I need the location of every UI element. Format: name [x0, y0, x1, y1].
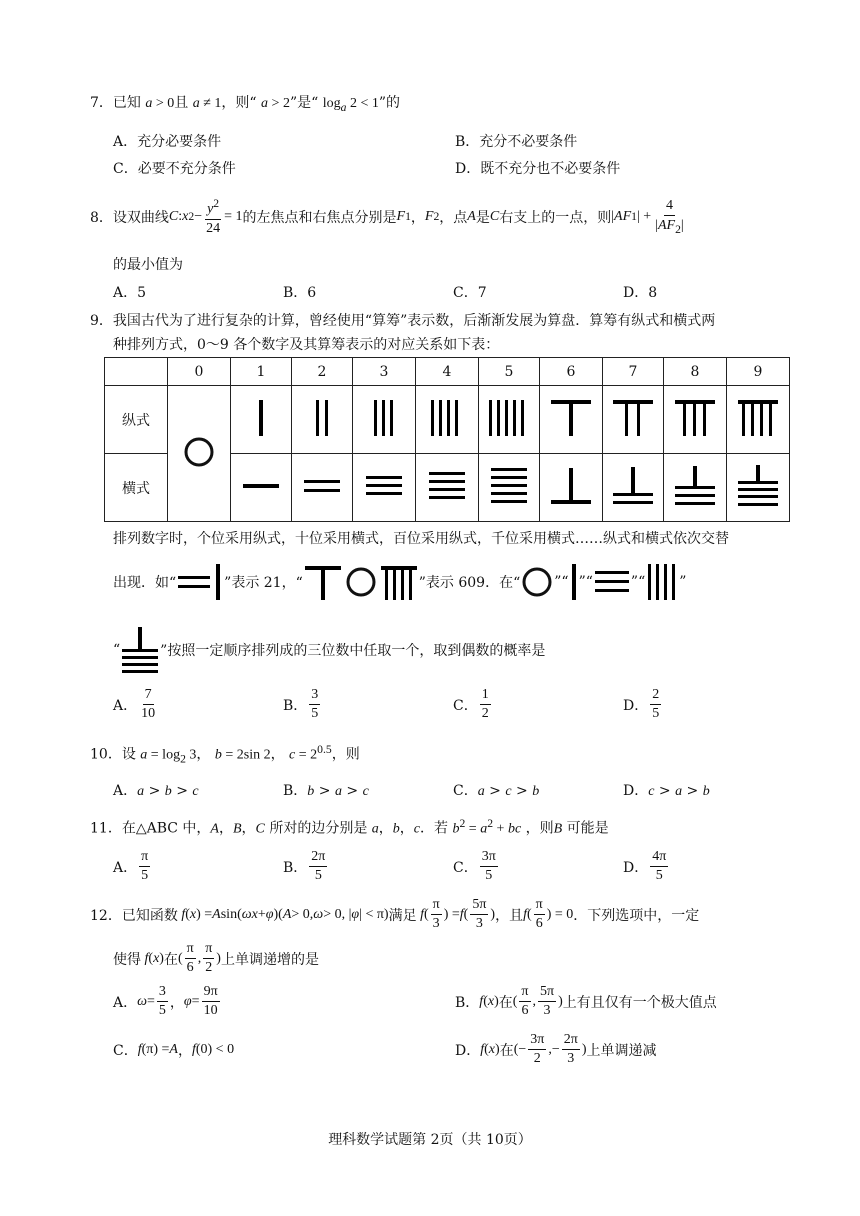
- rod-h9: [727, 454, 790, 522]
- q7-option-c: C．必要不充分条件: [113, 161, 236, 177]
- header-cell: 2: [292, 358, 353, 386]
- q12-option-c: C． f (π) = A ， f (0) < 0: [113, 1042, 235, 1059]
- q12-option-d: D． f ( x ) 在 (− $\frac{3\pi}{2}$ ,− $\frac{2\pi}{3}$ ) 上单调递减: [455, 1032, 657, 1066]
- rod-h4: [416, 454, 479, 522]
- page-footer: 理科数学试题第 2页（共 10页）: [328, 1132, 532, 1148]
- q10-option-a: A．a > b > c: [113, 783, 199, 799]
- rod-v4: [416, 386, 479, 454]
- q8-stem-cont: 的最小值为: [113, 257, 183, 273]
- counting-rod-table: [104, 357, 790, 522]
- q9-line5: “ ”按照一定顺序排列成的三位数中任取一个，取到偶数的概率是: [113, 625, 545, 675]
- table-header-row: [105, 358, 790, 386]
- rod-h3-glyph: [593, 567, 631, 597]
- header-cell: 1: [231, 358, 292, 386]
- q12-option-a: A． ω = $\frac{3}{5}$ ， φ = $\frac{9\pi}{10}$: [113, 984, 218, 1018]
- rod-h9-glyph: [120, 625, 160, 675]
- rod-h6: [540, 454, 603, 522]
- q9-line1: 9．我国古代为了进行复杂的计算，曾经使用“算筹”表示数，后渐渐发展为算盘．算筹有纵式和横式两: [90, 313, 716, 329]
- q8-option-d: D．8: [623, 285, 658, 301]
- rod-v1: [231, 386, 292, 454]
- header-cell: 4: [416, 358, 479, 386]
- rod-v8: [664, 386, 727, 454]
- rod-h2-glyph: [176, 570, 212, 594]
- q10-option-b: B．b > a > c: [283, 783, 369, 799]
- rod-v7: [603, 386, 664, 454]
- q9-line2: 种排列方式，0～9 各个数字及其算筹表示的对应关系如下表：: [113, 337, 500, 353]
- rod-v2: [292, 386, 353, 454]
- q7-stem: 7．已知 a > 0且 a ≠ 1，则“ a > 2”是“ $\log_a 2 < 1$”的: [90, 95, 401, 114]
- rod-v6-glyph: [303, 564, 343, 600]
- header-cell: 0: [168, 358, 231, 386]
- rod-zero: [168, 386, 231, 522]
- row-label-horizontal: 横式: [105, 454, 168, 522]
- header-cell: 9: [727, 358, 790, 386]
- vertical-row: [105, 386, 790, 454]
- q8-stem: 8． 设双曲线 C : x 2 − $\frac{y^2}{24}$ = 1 的左焦点和右焦点分别是 F 1 ， F 2 ，点 A 是 C 右支上的一点，则 | AF 1 | + $\frac{4}{|AF_2|}$: [90, 197, 684, 236]
- rod-v1-glyph: [569, 564, 579, 600]
- header-cell: 6: [540, 358, 603, 386]
- rod-h8: [664, 454, 727, 522]
- q9-option-d: D． $\frac{2}{5}$: [623, 687, 660, 721]
- q11-stem: 11．在△ABC 中，A，B，C 所对的边分别是 a，b，c．若 $b^2 = a^2$ + bc ，则B 可能是: [90, 817, 609, 837]
- header-cell: 5: [479, 358, 540, 386]
- q10-option-d: D．c > a > b: [623, 783, 710, 799]
- q10-option-c: C．a > c > b: [453, 783, 540, 799]
- q9-example-line: 出现．如“ ”表示 21，“ ”表示 609．在“ ”“ ”“ ”“ ”: [113, 562, 686, 602]
- q12-stem-cont: 使得 f ( x ) 在 ( $\frac{\pi}{6}$ , $\frac{\pi}{2}$ ) 上单调递增的是: [113, 941, 319, 975]
- rod-zero-glyph: [520, 565, 554, 599]
- q11-option-a: A． $\frac{\pi}{5}$: [113, 849, 149, 883]
- q7-option-a: A．充分必要条件: [113, 134, 222, 150]
- rod-v4-glyph: [645, 564, 679, 600]
- row-label-vertical: 纵式: [105, 386, 168, 454]
- q11-option-b: B． $\frac{2\pi}{5}$: [283, 849, 326, 883]
- rod-zero-glyph: [343, 564, 379, 600]
- q8-option-b: B．6: [283, 285, 317, 301]
- header-cell: 7: [603, 358, 664, 386]
- rod-h5: [479, 454, 540, 522]
- header-cell: 8: [664, 358, 727, 386]
- q11-option-d: D． $\frac{4\pi}{5}$: [623, 849, 667, 883]
- rod-v5: [479, 386, 540, 454]
- q12-stem: 12． 已知函数 f ( x ) = A sin( ωx + φ )( A > 0, ω > 0, | φ | < π) 满足 f ( $\frac{\pi}{3}$ ) = f ( $\frac{5\pi}{3}$ ) ，且 f ( $\frac{\pi}{6}$ ) = 0 ．下列选项中，一定: [90, 897, 700, 931]
- rod-h2: [292, 454, 353, 522]
- header-cell: 3: [353, 358, 416, 386]
- q7-option-d: D．既不充分也不必要条件: [455, 161, 621, 177]
- q9-option-a: A． $\frac{7}{10}$: [113, 687, 156, 721]
- q9-option-c: C． $\frac{1}{2}$: [453, 687, 489, 721]
- q8-option-c: C．7: [453, 285, 487, 301]
- rod-h7: [603, 454, 664, 522]
- rod-v9: [727, 386, 790, 454]
- q8-option-a: A．5: [113, 285, 147, 301]
- q12-option-b: B． f ( x ) 在 ( $\frac{\pi}{6}$ , $\frac{5\pi}{3}$ ) 上有且仅有一个极大值点: [455, 984, 717, 1018]
- rod-v3: [353, 386, 416, 454]
- rod-v1-glyph: [212, 564, 224, 600]
- rod-h3: [353, 454, 416, 522]
- q9-line3: 排列数字时，个位采用纵式，十位采用横式，百位采用纵式，千位采用横式……纵式和横式依次交替: [113, 531, 729, 547]
- q7-option-b: B．充分不必要条件: [455, 134, 578, 150]
- q11-option-c: C． $\frac{3\pi}{5}$: [453, 849, 496, 883]
- q10-stem: 10．设 $a = \log_2 3$， b = 2sin 2， $c = 2^{0.5}$，则: [90, 743, 360, 766]
- rod-h1: [231, 454, 292, 522]
- rod-v9-glyph: [379, 564, 419, 600]
- q9-option-b: B． $\frac{3}{5}$: [283, 687, 319, 721]
- rod-v6: [540, 386, 603, 454]
